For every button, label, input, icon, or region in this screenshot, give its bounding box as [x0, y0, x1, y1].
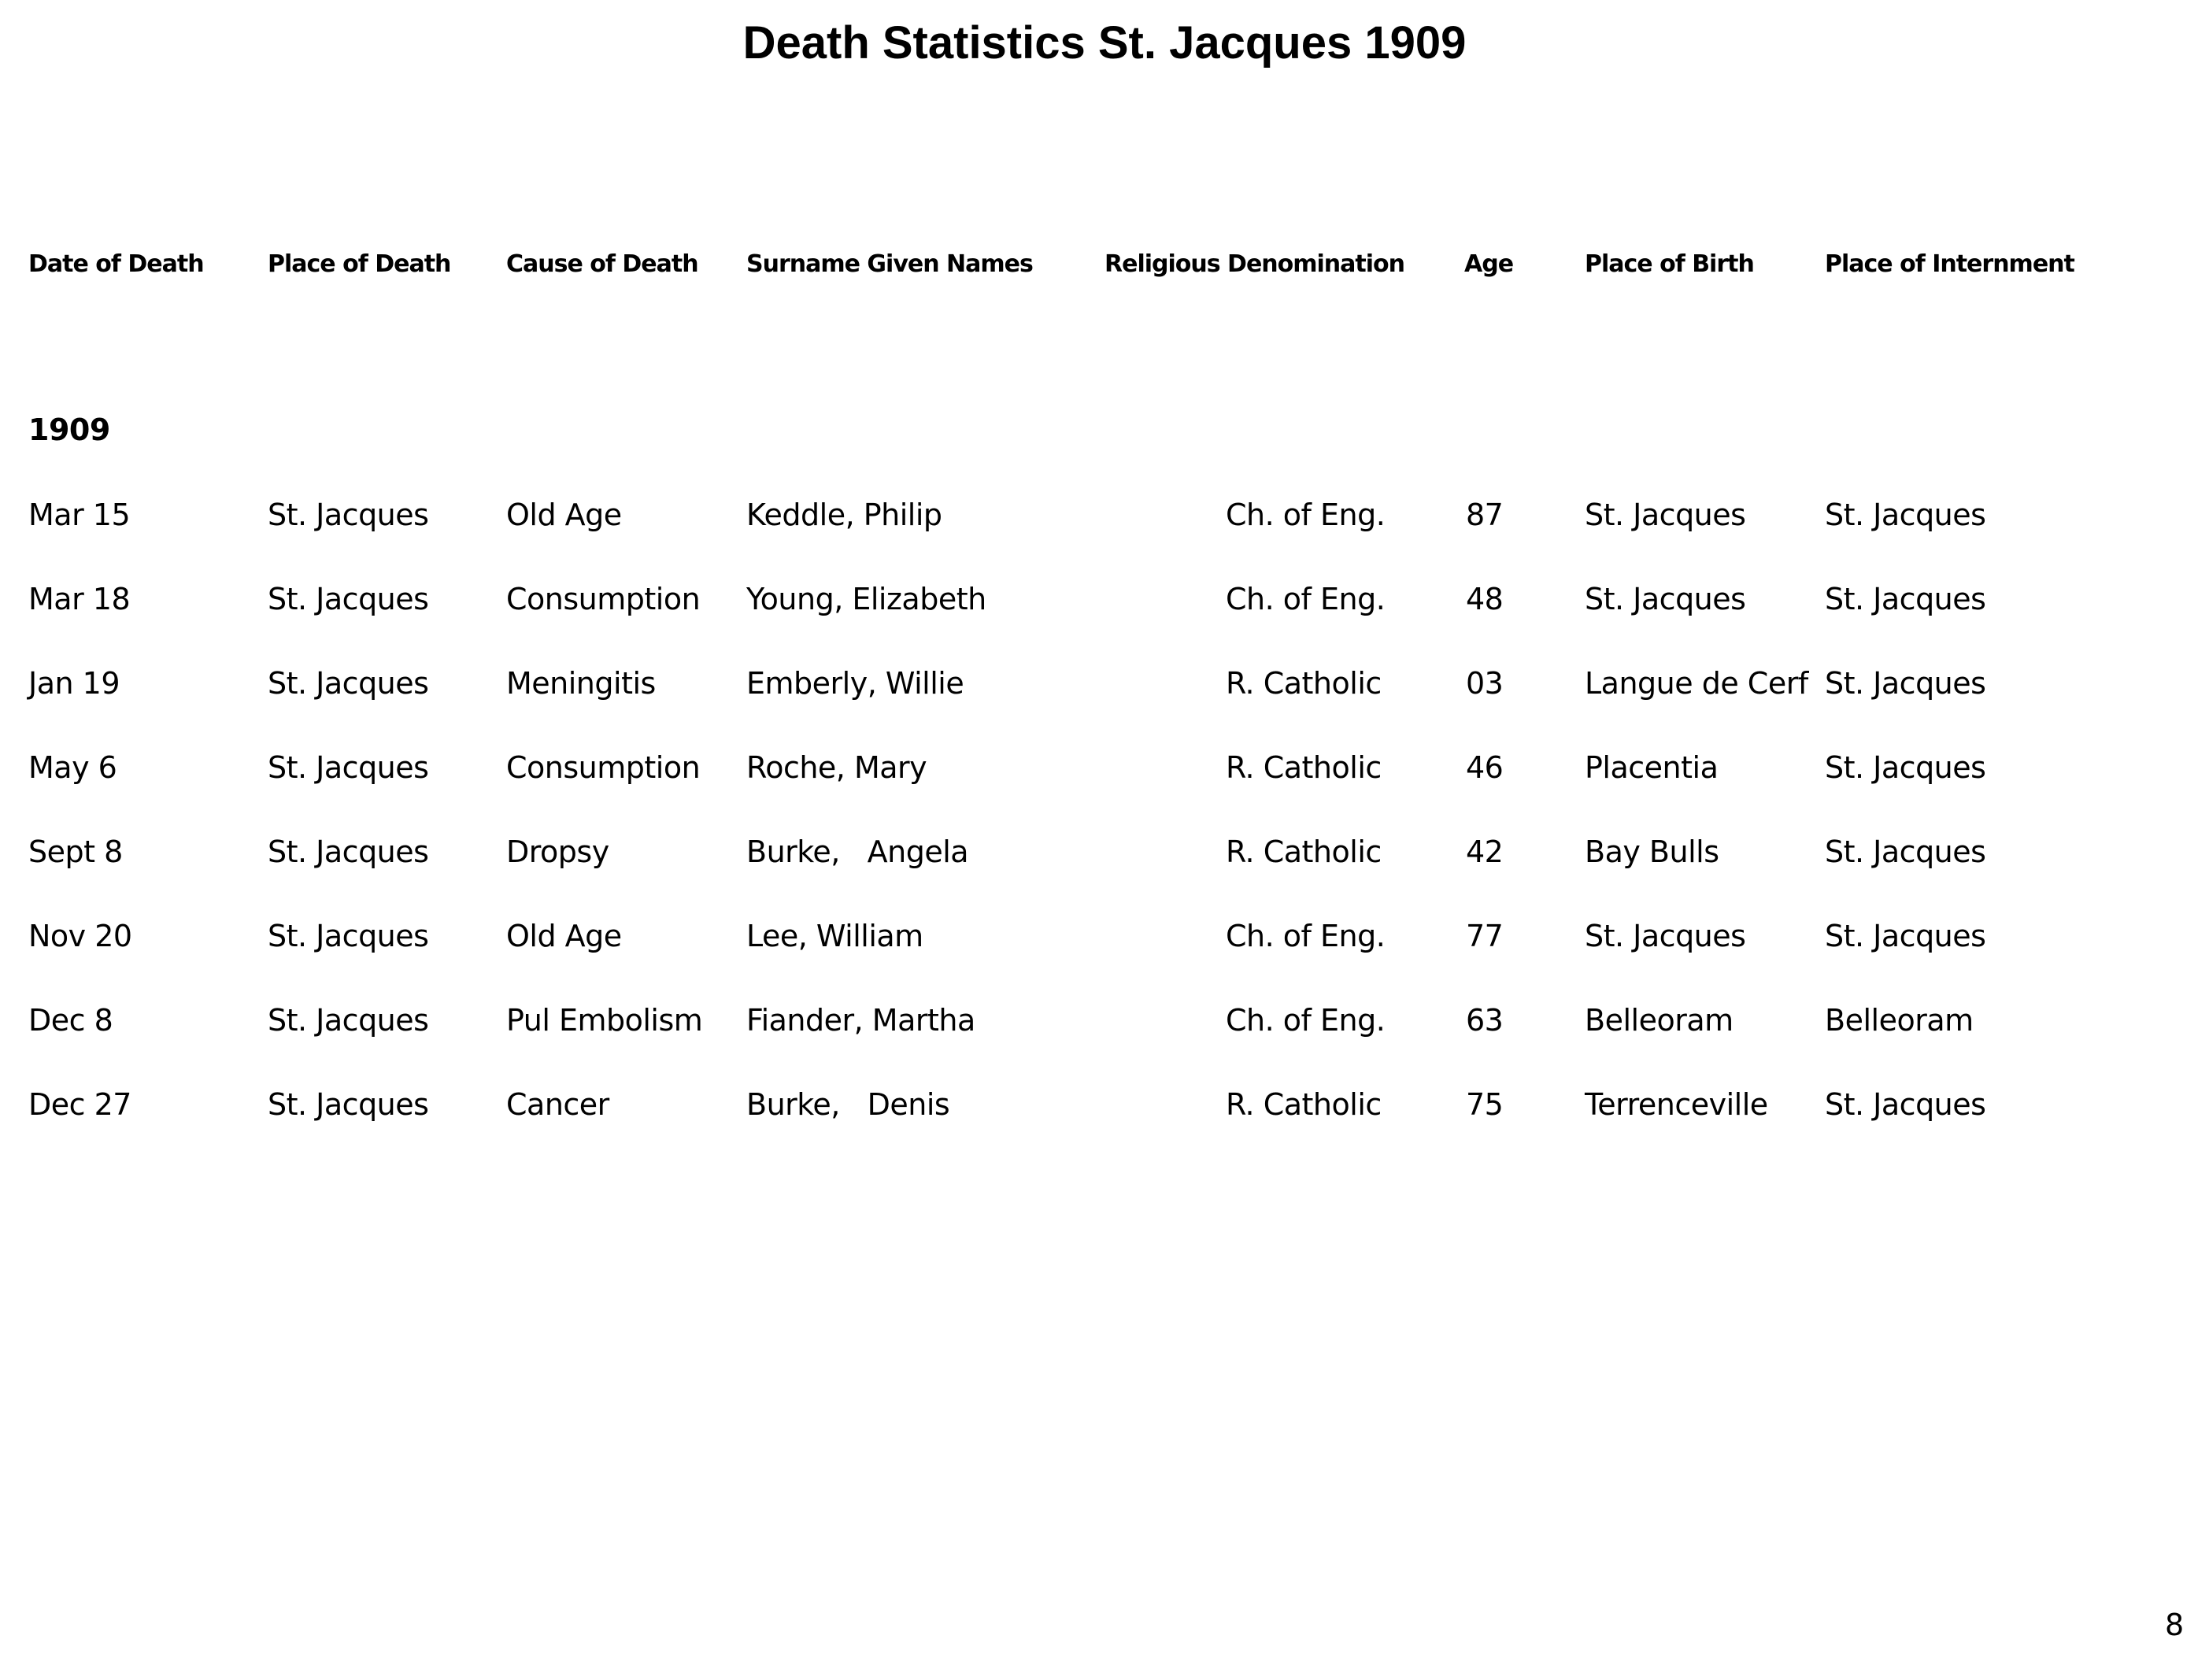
cell-place-of-internment: St. Jacques [1825, 750, 1986, 785]
cell-cause-of-death: Old Age [506, 919, 622, 953]
cell-cause-of-death: Old Age [506, 498, 622, 532]
cell-date-of-death: May 6 [28, 750, 117, 785]
cell-place-of-birth: Bay Bulls [1585, 834, 1719, 869]
cell-religion: R. Catholic [1226, 666, 1382, 701]
cell-place-of-birth: Terrenceville [1585, 1087, 1768, 1122]
cell-place-of-death: St. Jacques [268, 1003, 429, 1038]
section-year-label: 1909 [28, 413, 110, 447]
cell-place-of-death: St. Jacques [268, 834, 429, 869]
cell-place-of-internment: St. Jacques [1825, 1087, 1986, 1122]
cell-religion: R. Catholic [1226, 1087, 1382, 1122]
cell-religion: R. Catholic [1226, 834, 1382, 869]
cell-place-of-internment: St. Jacques [1825, 834, 1986, 869]
page-number: 8 [2165, 1608, 2185, 1642]
cell-age: 03 [1466, 666, 1504, 701]
cell-place-of-death: St. Jacques [268, 498, 429, 532]
cell-age: 42 [1466, 834, 1504, 869]
cell-age: 75 [1466, 1087, 1504, 1122]
cell-age: 46 [1466, 750, 1504, 785]
table-row [0, 912, 2209, 960]
cell-place-of-internment: St. Jacques [1825, 498, 1986, 532]
table-row [0, 575, 2209, 623]
cell-place-of-birth: Placentia [1585, 750, 1719, 785]
cell-religion: R. Catholic [1226, 750, 1382, 785]
cell-name: Burke, Angela [746, 834, 969, 869]
cell-name: Burke, Denis [746, 1087, 950, 1122]
cell-place-of-birth: St. Jacques [1585, 919, 1746, 953]
cell-place-of-death: St. Jacques [268, 666, 429, 701]
table-row [0, 744, 2209, 791]
cell-name: Young, Elizabeth [746, 582, 986, 616]
cell-age: 77 [1466, 919, 1504, 953]
cell-place-of-birth: St. Jacques [1585, 582, 1746, 616]
cell-date-of-death: Jan 19 [28, 666, 120, 701]
header-surname-given-names: Surname Given Names [746, 250, 1033, 278]
table-row [0, 660, 2209, 707]
cell-age: 48 [1466, 582, 1504, 616]
cell-date-of-death: Sept 8 [28, 834, 123, 869]
table-row [0, 997, 2209, 1044]
header-place-of-birth: Place of Birth [1585, 250, 1754, 278]
cell-place-of-internment: St. Jacques [1825, 666, 1986, 701]
table-row [0, 828, 2209, 875]
cell-age: 63 [1466, 1003, 1504, 1038]
cell-date-of-death: Dec 8 [28, 1003, 113, 1038]
cell-name: Keddle, Philip [746, 498, 942, 532]
cell-date-of-death: Dec 27 [28, 1087, 131, 1122]
header-cause-of-death: Cause of Death [506, 250, 698, 278]
cell-place-of-birth: St. Jacques [1585, 498, 1746, 532]
header-age: Age [1464, 250, 1514, 278]
cell-place-of-birth: Belleoram [1585, 1003, 1734, 1038]
cell-cause-of-death: Cancer [506, 1087, 609, 1122]
cell-cause-of-death: Consumption [506, 750, 701, 785]
cell-cause-of-death: Pul Embolism [506, 1003, 703, 1038]
cell-place-of-internment: Belleoram [1825, 1003, 1974, 1038]
cell-place-of-internment: St. Jacques [1825, 919, 1986, 953]
header-place-of-death: Place of Death [268, 250, 451, 278]
cell-cause-of-death: Consumption [506, 582, 701, 616]
cell-place-of-death: St. Jacques [268, 1087, 429, 1122]
cell-name: Fiander, Martha [746, 1003, 975, 1038]
page-title: Death Statistics St. Jacques 1909 [742, 17, 1467, 68]
header-place-of-internment: Place of Internment [1825, 250, 2074, 278]
cell-religion: Ch. of Eng. [1226, 498, 1386, 532]
header-date-of-death: Date of Death [28, 250, 204, 278]
cell-date-of-death: Mar 15 [28, 498, 131, 532]
cell-place-of-birth: Langue de Cerf [1585, 666, 1808, 701]
cell-place-of-death: St. Jacques [268, 750, 429, 785]
cell-name: Lee, William [746, 919, 923, 953]
cell-name: Emberly, Willie [746, 666, 964, 701]
cell-religion: Ch. of Eng. [1226, 582, 1386, 616]
cell-place-of-internment: St. Jacques [1825, 582, 1986, 616]
cell-religion: Ch. of Eng. [1226, 919, 1386, 953]
cell-name: Roche, Mary [746, 750, 927, 785]
cell-place-of-death: St. Jacques [268, 582, 429, 616]
cell-place-of-death: St. Jacques [268, 919, 429, 953]
cell-age: 87 [1466, 498, 1504, 532]
cell-cause-of-death: Dropsy [506, 834, 609, 869]
header-religious-denomination: Religious Denomination [1104, 250, 1404, 278]
cell-date-of-death: Nov 20 [28, 919, 132, 953]
cell-religion: Ch. of Eng. [1226, 1003, 1386, 1038]
cell-date-of-death: Mar 18 [28, 582, 131, 616]
cell-cause-of-death: Meningitis [506, 666, 656, 701]
table-row [0, 491, 2209, 538]
table-row [0, 1081, 2209, 1128]
